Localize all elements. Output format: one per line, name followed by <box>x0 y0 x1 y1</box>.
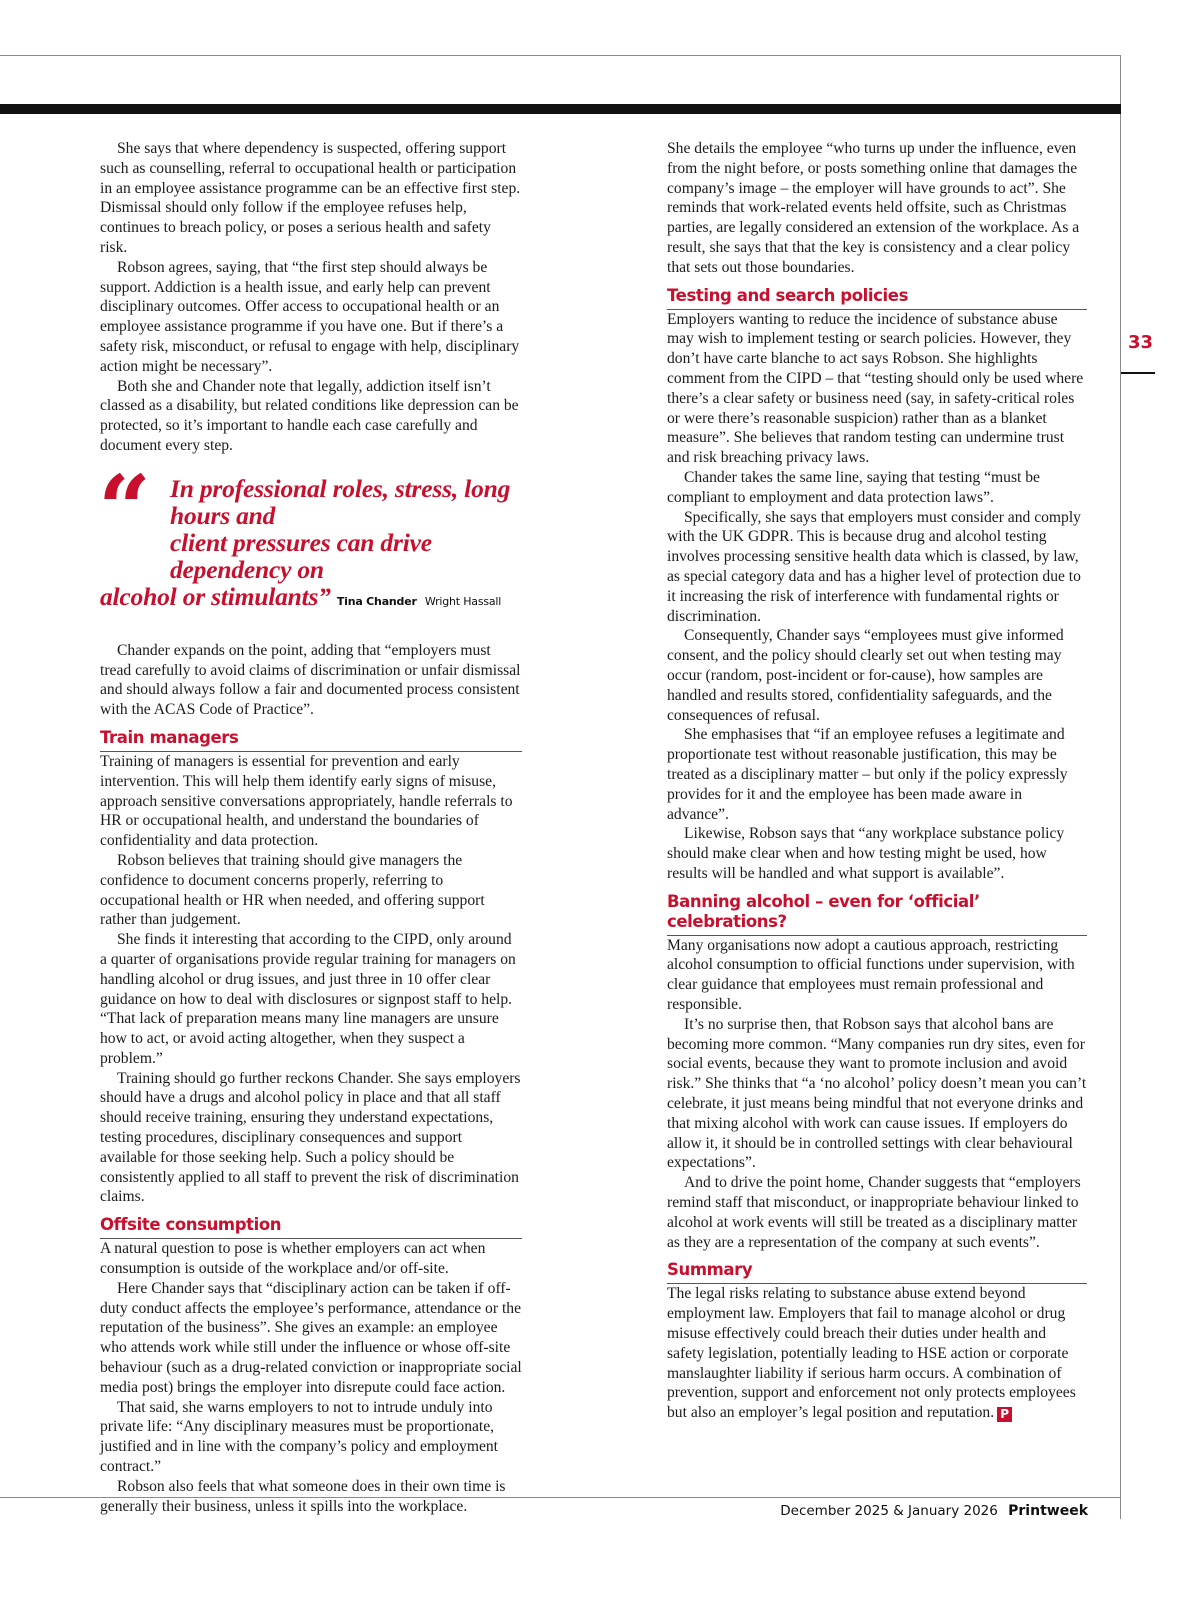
paragraph: Specifically, she says that employers must consider and comply with the UK GDPR. This is because drug and alcohol testing involves processing sensitive health data which is classed, by law, as special category data and has a higher level of protection due to it increasing the risk of interference with fundamental rights or discrimination. <box>667 508 1081 625</box>
page-frame-right <box>1120 55 1121 1519</box>
right-column <box>667 139 1087 1423</box>
paragraph: Employers wanting to reduce the incidence of substance abuse may wish to implement testing or search policies. However, they don’t have carte blanche to act says Robson. She highlights comment from the CIPD – that “testing should only be used where there’s a clear safety or business need (say, in safety-critical roles or were there’s reasonable suspicion) rather than as a blanket measure”. She believes that random testing can undermine trust and risk breaching privacy laws. <box>667 310 1084 467</box>
quote-author: Tina Chander <box>336 594 417 608</box>
paragraph: A natural question to pose is whether employers can act when consumption is outside of the workplace and/or off-site. <box>100 1240 486 1278</box>
paragraph: That said, she warns employers to not to intrude unduly into private life: “Any disciplinary measures must be proportionate, justified and in line with the company’s policy and employment contract.” <box>100 1398 498 1476</box>
summary-paragraph <box>667 1284 1087 1423</box>
paragraph: She emphasises that “if an employee refuses a legitimate and proportionate test without reasonable justification, this may be treated as a disciplinary matter – but only if the policy expressly provides for it and the employee has been made aware in advance”. <box>667 726 1068 823</box>
paragraph: She finds it interesting that according to the CIPD, only around a quarter of organisations provide regular training for managers on handling alcohol or drug issues, and just three in 10 offer clear guidance on how to deal with disclosures or signpost staff to help. “That lack of preparation means many line managers are unsure how to act, or avoid acting altogether, when they suspect a problem.” <box>100 931 516 1067</box>
paragraph: Consequently, Chander says “employees must give informed consent, and the policy should clearly set out when testing may occur (random, post-incident or for-cause), how samples are handled and results stored, confidentiality safeguards, and the consequences of refusal. <box>667 627 1064 724</box>
section-heading-offsite-consumption: Offsite consumption <box>100 1215 522 1239</box>
paragraph: Here Chander says that “disciplinary action can be taken if off-duty conduct affects the employee’s performance, attendance or the reputation of the business”. She gives an example: an employee who attends work while still under the influence or whose off-site behaviour (such as a drug-related conviction or inappropriate social media post) brings the employer into disrepute could face action. <box>100 1279 522 1396</box>
header-rule <box>0 104 1121 114</box>
section-heading-summary: Summary <box>667 1260 1087 1284</box>
pull-quote-line: client pressures can drive dependency on <box>170 527 432 584</box>
pull-quote-line: alcohol or stimulants” <box>100 581 331 611</box>
page-footer <box>780 1503 1088 1519</box>
paragraph: Chander expands on the point, adding that “employers must tread carefully to avoid claims of discrimination or unfair dismissal and should always follow a fair and documented process consistent with the ACAS Code of Practice”. <box>100 641 521 719</box>
section-heading-banning-alcohol: Banning alcohol – even for ‘official’ celebrations? <box>667 892 1087 936</box>
paragraph: Both she and Chander note that legally, addiction itself isn’t classed as a disability, but related conditions like depression can be protected, so it’s important to handle each case carefully and document every step. <box>100 377 519 454</box>
paragraph: It’s no surprise then, that Robson says that alcohol bans are becoming more common. “Many companies run dry sites, even for social events, because they want to promote inclusion and avoid risk.” She thinks that “a ‘no alcohol’ policy doesn’t mean you can’t celebrate, it just means being mindful that not everyone drinks and that mixing alcohol with work can cause issues. If employers do allow it, it should be in controlled settings with clear behavioural expectations”. <box>667 1015 1087 1172</box>
paragraph: Training of managers is essential for prevention and early intervention. This will help them identify early signs of misuse, approach sensitive conversations appropriately, handle referrals to HR or occupational health, and understand the boundaries of confidentiality and data protection. <box>100 752 513 850</box>
footer-issue-date: December 2025 & January 2026 <box>780 1503 998 1519</box>
quote-mark-icon: “ <box>98 454 151 563</box>
paragraph: Robson agrees, saying, that “the first step should always be support. Addiction is a health issue, and early help can prevent disciplinary outcomes. Offer access to occupational health or an employee assistance programme if you have one. But if there’s a safety risk, misconduct, or refusal to engage with help, disciplinary action might be necessary”. <box>100 258 520 375</box>
summary-text: The legal risks relating to substance abuse extend beyond employment law. Employers that fail to manage alcohol or drug misuse effectively could breach their duties under health and safety legislation, potentially leading to HSE action or corporate manslaughter liability if serious harm occurs. A combination of prevention, support and enforcement not only protects employees but also an employer’s legal position and reputation. <box>667 1285 1076 1422</box>
quote-company: Wright Hassall <box>424 594 502 608</box>
left-column <box>100 139 522 1516</box>
paragraph: She says that where dependency is suspected, offering support such as counselling, referral to occupational health or participation in an employee assistance programme can be an effective first step. Dismissal should only follow if the employee refuses help, continues to breach policy, or poses a serious health and safety risk. <box>100 140 521 256</box>
paragraph: Chander takes the same line, saying that testing “must be compliant to employment and data protection laws”. <box>667 468 1040 506</box>
paragraph: Robson also feels that what someone does in their own time is generally their business, unless it spills into the workplace. <box>100 1477 506 1515</box>
paragraph: And to drive the point home, Chander suggests that “employers remind staff that misconduct, or inappropriate behaviour linked to alcohol at work events will still be treated as a disciplinary matter as they are a representation of the company at such events”. <box>667 1174 1081 1251</box>
section-heading-train-managers: Train managers <box>100 728 522 752</box>
section-heading-testing: Testing and search policies <box>667 286 1087 310</box>
paragraph: Likewise, Robson says that “any workplace substance policy should make clear when and how testing might be used, how results will be handled and what support is available”. <box>667 825 1065 882</box>
paragraph: Robson believes that training should give managers the confidence to document concerns properly, referring to occupational health or HR when needed, and offering support rather than judgement. <box>100 851 485 929</box>
page-number: 33 <box>1128 332 1154 353</box>
paragraph: Many organisations now adopt a cautious approach, restricting alcohol consumption to official functions under supervision, with clear guidance that employees must remain professional and responsible. <box>667 936 1075 1014</box>
page-number-rule <box>1121 372 1155 374</box>
paragraph: Training should go further reckons Chander. She says employers should have a drugs and alcohol policy in place and that all staff should receive training, ensuring they understand expectations, testing procedures, disciplinary consequences and support available for those seeking help. Such a policy should be consistently applied to all staff to prevent the risk of discrimination claims. <box>100 1069 521 1206</box>
pull-quote <box>98 454 522 615</box>
pull-quote-line: In professional roles, stress, long hours and <box>170 473 511 530</box>
paragraph: She details the employee “who turns up under the influence, even from the night before, or posts something online that damages the company’s image – the employer will have grounds to act”. She reminds that work-related events held offsite, such as Christmas parties, are legally considered an extension of the workplace. As a result, she says that that the key is consistency and a clear policy that sets out those boundaries. <box>667 140 1080 276</box>
page-frame-top <box>0 55 1121 56</box>
printweek-end-mark-icon: P <box>997 1407 1012 1422</box>
footer-brand: Printweek <box>1008 1503 1088 1519</box>
